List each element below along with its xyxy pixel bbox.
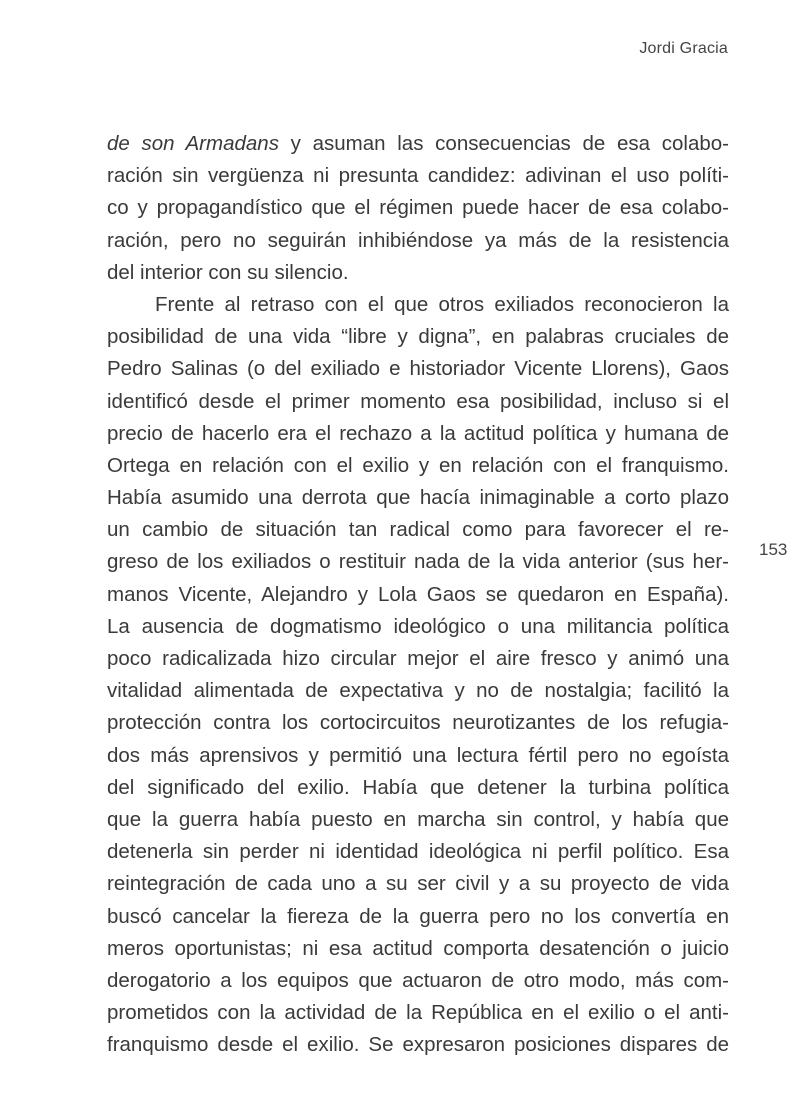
text-line: Había asumido una derrota que hacía inimaginable a corto plazo — [107, 486, 729, 510]
text-line: precio de hacerlo era el rechazo a la actitud política y humana de — [107, 421, 729, 445]
text-line: franquismo desde el exilio. Se expresaron posiciones dispares de — [107, 1033, 729, 1057]
text-line: del significado del exilio. Había que detener la turbina política — [107, 775, 729, 799]
text-line: un cambio de situación tan radical como para favorecer el re- — [107, 518, 729, 542]
text-line: prometidos con la actividad de la República en el exilio o el anti- — [107, 1001, 729, 1025]
text-line — [107, 128, 729, 160]
text-line: ración, pero no seguirán inhibiéndose ya más de la resistencia — [107, 228, 729, 252]
text-line: co y propagandístico que el régimen puede hacer de esa colabo- — [107, 196, 729, 220]
text-span: y asuman las consecuencias de esa colabo- — [278, 132, 729, 155]
text-line: posibilidad de una vida “libre y digna”, en palabras cruciales de — [107, 325, 729, 349]
text-line: del interior con su silencio. — [107, 260, 349, 284]
text-line: ración sin vergüenza ni presunta candidez: adivinan el uso políti- — [107, 164, 729, 188]
text-line: Pedro Salinas (o del exiliado e historiador Vicente Llorens), Gaos — [107, 357, 729, 381]
text-line: meros oportunistas; ni esa actitud comporta desatención o juicio — [107, 936, 729, 960]
text-line: dos más aprensivos y permitió una lectura fértil pero no egoísta — [107, 743, 729, 767]
text-line: La ausencia de dogmatismo ideológico o una militancia política — [107, 614, 729, 638]
text-line: Frente al retraso con el que otros exiliados reconocieron la — [155, 292, 729, 316]
text-line: buscó cancelar la fiereza de la guerra pero no los convertía en — [107, 904, 729, 928]
page-number: 153 — [759, 540, 788, 559]
text-line: vitalidad alimentada de expectativa y no de nostalgia; facilitó la — [107, 679, 729, 703]
body-text — [107, 128, 729, 1061]
text-line: que la guerra había puesto en marcha sin control, y había que — [107, 807, 729, 831]
text-line: manos Vicente, Alejandro y Lola Gaos se quedaron en España). — [107, 582, 729, 606]
book-title: de son Armadans — [107, 132, 279, 155]
running-head: Jordi Gracia — [639, 40, 728, 57]
text-line: Ortega en relación con el exilio y en relación con el franquismo. — [107, 453, 729, 477]
text-line: detenerla sin perder ni identidad ideológica ni perfil político. Esa — [107, 840, 729, 864]
text-line: protección contra los cortocircuitos neurotizantes de los refugia- — [107, 711, 729, 735]
text-line: reintegración de cada uno a su ser civil y a su proyecto de vida — [107, 872, 729, 896]
text-line: identificó desde el primer momento esa posibilidad, incluso si el — [107, 389, 729, 413]
text-line: derogatorio a los equipos que actuaron de otro modo, más com- — [107, 968, 729, 992]
text-line: greso de los exiliados o restituir nada de la vida anterior (sus her- — [107, 550, 729, 574]
text-line: poco radicalizada hizo circular mejor el aire fresco y animó una — [107, 647, 729, 670]
